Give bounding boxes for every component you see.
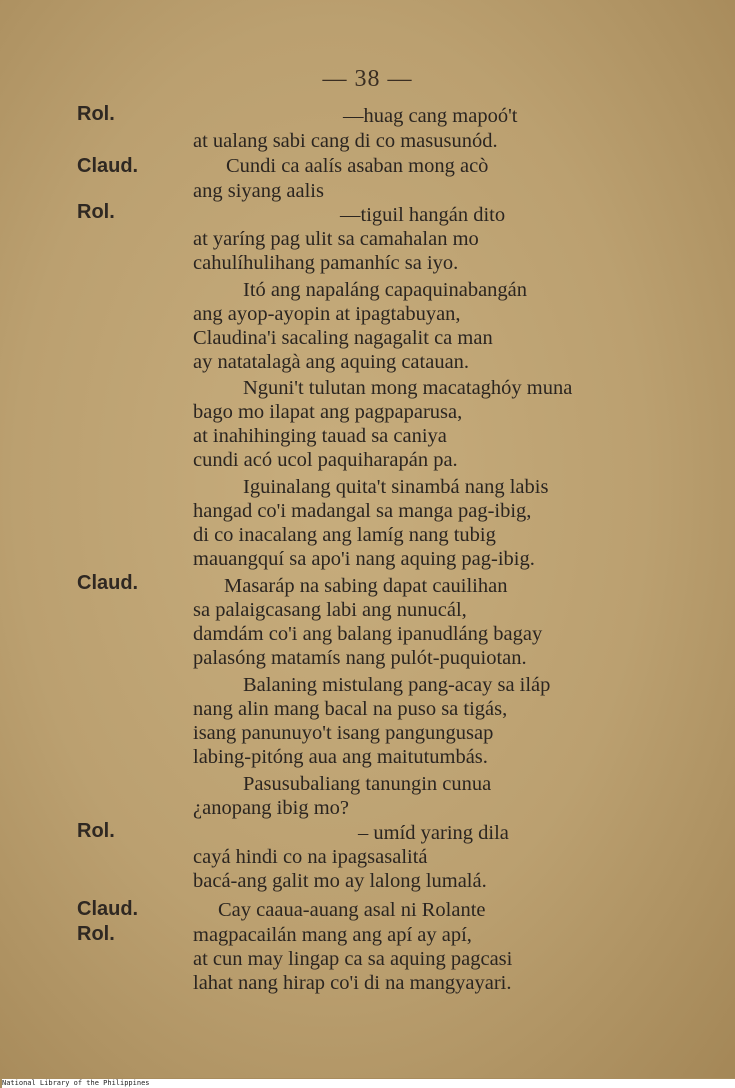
verse-line: ang ayop-ayopin at ipagtabuyan, [193,303,461,325]
verse-line: Balaning mistulang pang-acay sa iláp [243,674,551,696]
speaker-label: Rol. [77,201,115,223]
library-footer: National Library of the Philippines [2,1079,735,1088]
verse-line: ay natatalagà ang aquing catauan. [193,351,470,373]
speaker-label: Claud. [77,155,139,177]
verse-line: at cun may lingap ca sa aquing pagcasi [193,948,513,970]
verse-line: Pasusubaliang tanungin cunua [243,773,492,795]
verse-line: – umíd yaring dila [358,822,509,844]
speaker-label: Rol. [77,923,115,945]
verse-line: labing-pitóng aua ang maitutumbás. [193,746,488,768]
page-number: — 38 — [322,66,413,92]
verse-line: magpacailán mang ang apí ay apí, [193,924,472,946]
verse-line: at yaríng pag ulit sa camahalan mo [193,228,479,250]
verse-line: mauangquí sa apo'i nang aquing pag-ibig. [193,548,535,570]
verse-line: Iguinalang quita't sinambá nang labis [243,476,549,498]
verse-line: cahulíhulihang pamanhíc sa iyo. [193,252,459,274]
verse-line: —huag cang mapoó't [343,105,518,127]
verse-line: cundi acó ucol paquiharapán pa. [193,449,458,471]
verse-line: ¿anopang ibig mo? [193,797,349,819]
speaker-label: Claud. [77,572,139,594]
verse-line: Cay caaua-auang asal ni Rolante [218,899,486,921]
verse-line: lahat nang hirap co'i di na mangyayari. [193,972,512,994]
verse-line: at ualang sabi cang di co masusunód. [193,130,498,152]
verse-line: damdám co'i ang balang ipanudláng bagay [193,623,543,645]
verse-line: Claudina'i sacaling nagagalit ca man [193,327,493,349]
speaker-label: Rol. [77,103,115,125]
verse-line: di co inacalang ang lamíg nang tubig [193,524,496,546]
speaker-label: Claud. [77,898,139,920]
verse-line: —tiguil hangán dito [340,204,506,226]
verse-line: at inahihinging tauad sa caniya [193,425,447,447]
verse-line: cayá hindi co na ipagsasalitá [193,846,428,868]
verse-line: Nguni't tulutan mong macataghóy muna [243,377,573,399]
verse-line: bago mo ilapat ang pagpaparusa, [193,401,463,423]
verse-line: palasóng matamís nang pulót-puquiotan. [193,647,527,669]
verse-line: nang alin mang bacal na puso sa tigás, [193,698,508,720]
verse-line: hangad co'i madangal sa manga pag-ibig, [193,500,532,522]
verse-line: sa palaigcasang labi ang nunucál, [193,599,467,621]
verse-line: bacá-ang galit mo ay lalong lumalá. [193,870,487,892]
verse-line: Itó ang napaláng capaquinabangán [243,279,528,301]
verse-line: Masaráp na sabing dapat cauilihan [224,575,508,597]
verse-line: isang panunuyo't isang pangungusap [193,722,494,744]
verse-line: Cundi ca aalís asaban mong acò [226,155,489,177]
speaker-label: Rol. [77,820,115,842]
verse-line: ang siyang aalis [193,180,324,202]
